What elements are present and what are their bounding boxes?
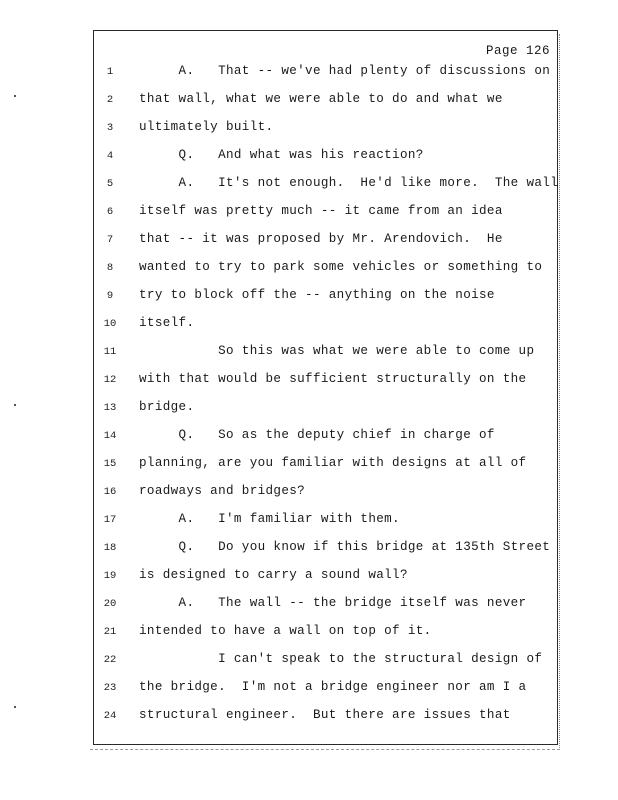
transcript-line: structural engineer. But there are issues that: [139, 708, 511, 722]
transcript-line: is designed to carry a sound wall?: [139, 568, 408, 582]
transcript-line: Q. So as the deputy chief in charge of: [139, 428, 495, 442]
transcript-line: A. The wall -- the bridge itself was never: [139, 596, 527, 610]
line-number: 19: [103, 570, 117, 582]
line-number: 12: [103, 374, 117, 386]
transcript-line: that -- it was proposed by Mr. Arendovich. He: [139, 232, 503, 246]
transcript-line: So this was what we were able to come up: [139, 344, 535, 358]
transcript-line: bridge.: [139, 400, 195, 414]
margin-mark: [14, 706, 16, 708]
transcript-line: the bridge. I'm not a bridge engineer nor am I a: [139, 680, 527, 694]
line-number: 15: [103, 458, 117, 470]
line-number: 7: [106, 234, 114, 246]
line-number: 14: [103, 430, 117, 442]
margin-mark: [14, 404, 16, 406]
transcript-line: roadways and bridges?: [139, 484, 306, 498]
line-number: 22: [103, 654, 117, 666]
transcript-line: A. That -- we've had plenty of discussions on: [139, 64, 551, 78]
margin-mark: [14, 95, 16, 97]
transcript-line: I can't speak to the structural design of: [139, 652, 543, 666]
line-number: 1: [106, 66, 114, 78]
transcript-line: wanted to try to park some vehicles or something to: [139, 260, 543, 274]
line-number: 2: [106, 94, 114, 106]
transcript-line: ultimately built.: [139, 120, 274, 134]
transcript-line: A. I'm familiar with them.: [139, 512, 400, 526]
line-number: 3: [106, 122, 114, 134]
transcript-line: that wall, what we were able to do and what we: [139, 92, 503, 106]
transcript-line: itself.: [139, 316, 195, 330]
page-frame-edge: [556, 34, 560, 748]
line-number: 11: [103, 346, 117, 358]
transcript-line: itself was pretty much -- it came from an idea: [139, 204, 503, 218]
line-number: 24: [103, 710, 117, 722]
transcript-line: planning, are you familiar with designs at all of: [139, 456, 527, 470]
transcript-line: Q. Do you know if this bridge at 135th Street: [139, 540, 551, 554]
line-number: 8: [106, 262, 114, 274]
transcript-line: intended to have a wall on top of it.: [139, 624, 432, 638]
line-number: 16: [103, 486, 117, 498]
transcript-line: with that would be sufficient structurally on the: [139, 372, 527, 386]
transcript-line: Q. And what was his reaction?: [139, 148, 424, 162]
transcript-line: A. It's not enough. He'd like more. The wall: [139, 176, 559, 190]
line-number: 9: [106, 290, 114, 302]
line-number: 5: [106, 178, 114, 190]
line-number: 18: [103, 542, 117, 554]
line-number: 20: [103, 598, 117, 610]
line-number: 6: [106, 206, 114, 218]
page-bottom-edge: [90, 749, 560, 750]
line-number: 23: [103, 682, 117, 694]
line-number: 13: [103, 402, 117, 414]
page-number: Page 126: [485, 44, 550, 58]
transcript-line: try to block off the -- anything on the noise: [139, 288, 495, 302]
line-number: 17: [103, 514, 117, 526]
line-number: 21: [103, 626, 117, 638]
line-number: 10: [103, 318, 117, 330]
line-number: 4: [106, 150, 114, 162]
